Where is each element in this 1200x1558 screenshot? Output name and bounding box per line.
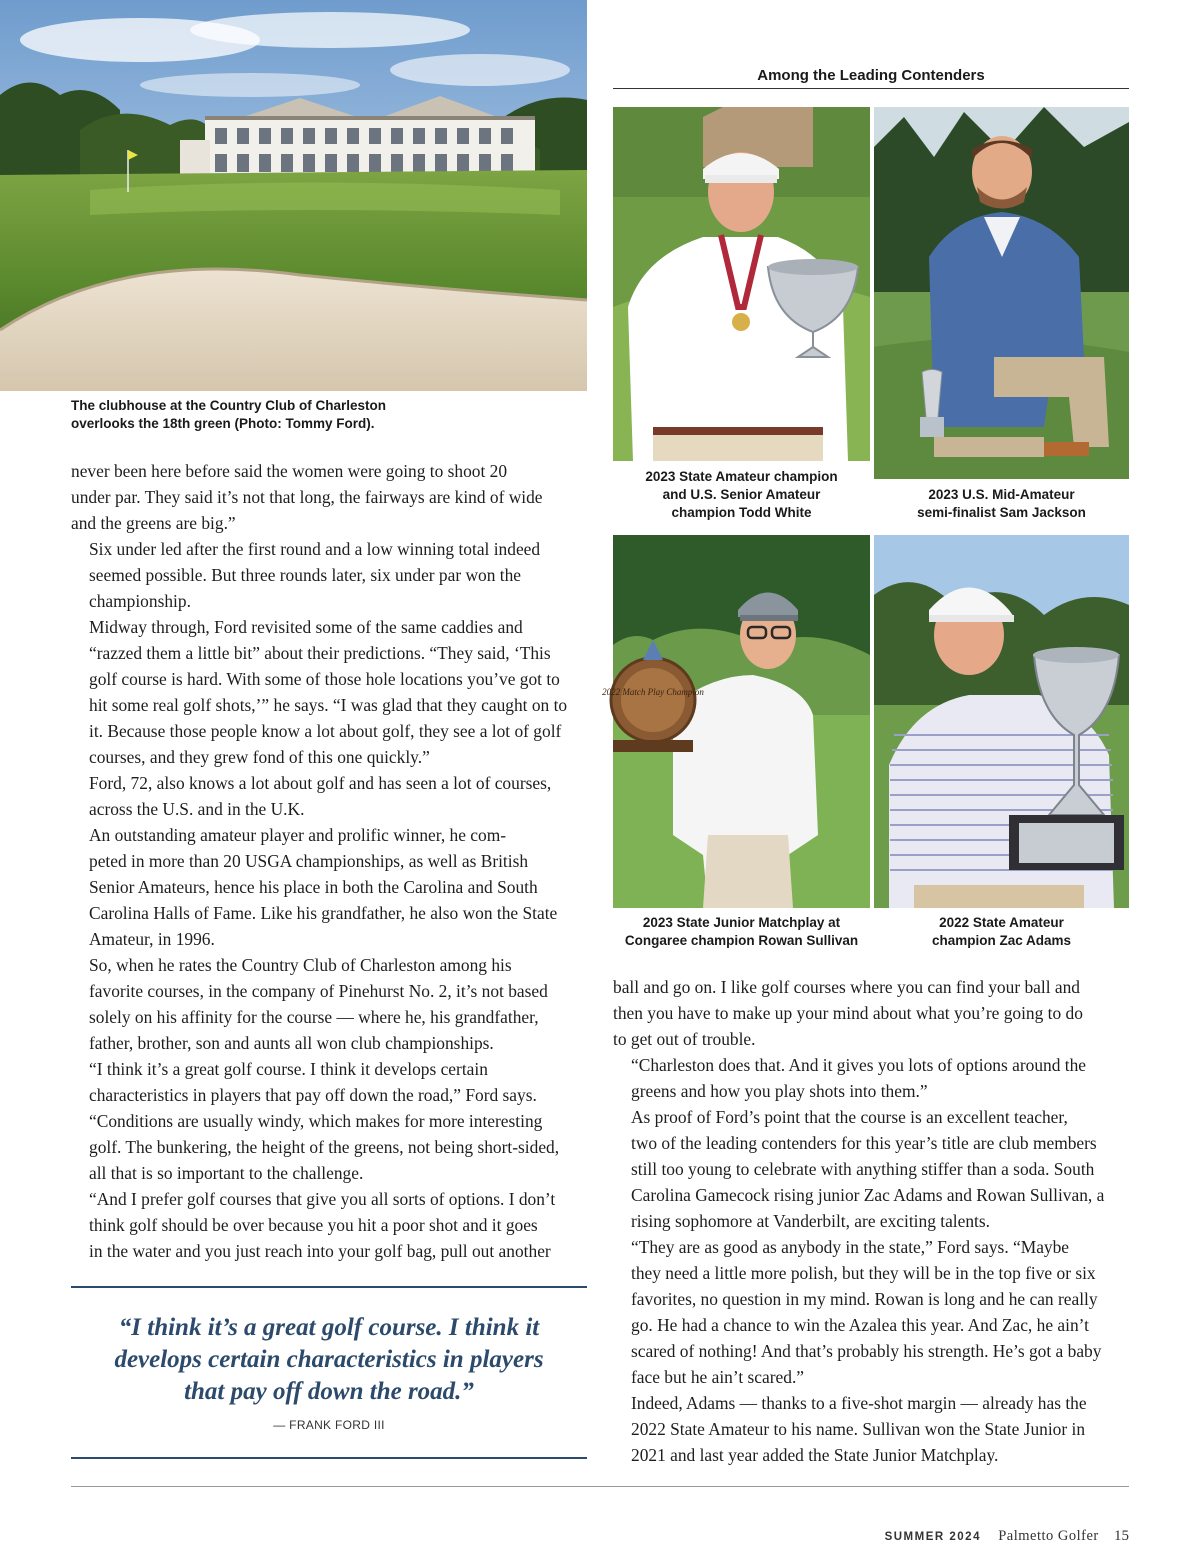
pull-quote bbox=[71, 1312, 587, 1408]
article-line: peted in more than 20 USGA championships, as well as British bbox=[89, 851, 529, 871]
article-line: golf. The bunkering, the height of the greens, not being short-sided, bbox=[89, 1137, 560, 1157]
todd-white-photo bbox=[613, 107, 870, 461]
article-line: Midway through, Ford revisited some of the same caddies and bbox=[89, 617, 523, 637]
article-paragraph bbox=[613, 1234, 1133, 1390]
article-line: rising sophomore at Vanderbilt, are exciting talents. bbox=[631, 1211, 990, 1231]
pull-quote-line: that pay off down the road.” bbox=[184, 1378, 474, 1405]
zac-adams-caption bbox=[874, 914, 1129, 950]
article-line: So, when he rates the Country Club of Charleston among his bbox=[89, 955, 512, 975]
article-line: favorite courses, in the company of Pinehurst No. 2, it’s not based bbox=[89, 981, 548, 1001]
caption-line: Congaree champion Rowan Sullivan bbox=[624, 933, 859, 948]
article-line: favorites, no question in my mind. Rowan is long and he can really bbox=[631, 1289, 1098, 1309]
footer-magazine: Palmetto Golfer bbox=[998, 1528, 1099, 1544]
article-paragraph bbox=[613, 974, 1133, 1052]
article-line: to get out of trouble. bbox=[613, 1029, 756, 1049]
article-line: “And I prefer golf courses that give you all sorts of options. I don’t bbox=[89, 1189, 556, 1209]
article-line: “Conditions are usually windy, which makes for more interesting bbox=[89, 1111, 543, 1131]
article-line: Carolina Halls of Fame. Like his grandfather, he also won the State bbox=[89, 903, 558, 923]
article-line: championship. bbox=[89, 591, 191, 611]
rowan-sullivan-caption bbox=[613, 914, 870, 950]
article-line: hit some real golf shots,’” he says. “I was glad that they caught on to bbox=[89, 695, 568, 715]
pull-quote-attribution: — FRANK FORD III bbox=[273, 1418, 385, 1432]
pull-quote-line: develops certain characteristics in players bbox=[114, 1346, 544, 1373]
caption-line: 2023 U.S. Mid-Amateur bbox=[928, 487, 1075, 502]
caption-line: The clubhouse at the Country Club of Charleston bbox=[71, 398, 387, 413]
section-title: Among the Leading Contenders bbox=[757, 67, 985, 84]
article-paragraph bbox=[71, 822, 591, 952]
article-line: in the water and you just reach into your golf bag, pull out another bbox=[89, 1241, 551, 1261]
article-line: scared of nothing! And that’s probably his strength. He’s got a baby bbox=[631, 1341, 1102, 1361]
article-line: As proof of Ford’s point that the course is an excellent teacher, bbox=[631, 1107, 1068, 1127]
article-line: they need a little more polish, but they will be in the top five or six bbox=[631, 1263, 1096, 1283]
section-title-rule bbox=[613, 88, 1129, 89]
caption-line: 2023 State Junior Matchplay at bbox=[642, 915, 841, 930]
article-line: two of the leading contenders for this year’s title are club members bbox=[631, 1133, 1097, 1153]
article-paragraph bbox=[71, 770, 591, 822]
pull-quote-bottom-rule bbox=[71, 1457, 587, 1459]
article-line: courses, and they grew fond of this one quickly.” bbox=[89, 747, 430, 767]
article-line: “Charleston does that. And it gives you lots of options around the bbox=[631, 1055, 1087, 1075]
article-line: Amateur, in 1996. bbox=[89, 929, 215, 949]
article-paragraph bbox=[613, 1104, 1133, 1234]
sam-jackson-caption bbox=[874, 486, 1129, 522]
left-column-body bbox=[71, 458, 591, 1264]
article-line: Senior Amateurs, hence his place in both the Carolina and South bbox=[89, 877, 538, 897]
zac-adams-photo bbox=[874, 535, 1129, 908]
article-line: it. Because those people know a lot about golf, they see a lot of golf bbox=[89, 721, 562, 741]
article-line: under par. They said it’s not that long, the fairways are kind of wide bbox=[71, 487, 543, 507]
article-line: characteristics in players that pay off down the road,” Ford says. bbox=[89, 1085, 537, 1105]
pull-quote-line: “I think it’s a great golf course. I think it bbox=[118, 1314, 540, 1341]
sam-jackson-photo bbox=[874, 107, 1129, 479]
article-line: Carolina Gamecock rising junior Zac Adams and Rowan Sullivan, a bbox=[631, 1185, 1105, 1205]
article-line: and the greens are big.” bbox=[71, 513, 236, 533]
article-paragraph bbox=[71, 1056, 591, 1186]
todd-white-caption bbox=[613, 468, 870, 522]
article-line: father, brother, son and aunts all won club championships. bbox=[89, 1033, 494, 1053]
article-line: Indeed, Adams — thanks to a five-shot margin — already has the bbox=[631, 1393, 1087, 1413]
article-line: think golf should be over because you hit a poor shot and it goes bbox=[89, 1215, 538, 1235]
article-line: golf course is hard. With some of those hole locations you’ve got to bbox=[89, 669, 560, 689]
caption-line: 2023 State Amateur champion bbox=[645, 469, 838, 484]
article-line: “They are as good as anybody in the state,” Ford says. “Maybe bbox=[631, 1237, 1070, 1257]
caption-line: semi-finalist Sam Jackson bbox=[917, 505, 1086, 520]
article-line: An outstanding amateur player and prolific winner, he com- bbox=[89, 825, 507, 845]
article-line: 2021 and last year added the State Junior Matchplay. bbox=[631, 1445, 999, 1465]
right-column-body bbox=[613, 974, 1133, 1468]
pull-quote-top-rule bbox=[71, 1286, 587, 1288]
article-line: never been here before said the women were going to shoot 20 bbox=[71, 461, 508, 481]
article-line: 2022 State Amateur to his name. Sullivan won the State Junior in bbox=[631, 1419, 1086, 1439]
article-line: Ford, 72, also knows a lot about golf and has seen a lot of courses, bbox=[89, 773, 552, 793]
article-line: then you have to make up your mind about what you’re going to do bbox=[613, 1003, 1083, 1023]
article-line: “razzed them a little bit” about their predictions. “They said, ‘This bbox=[89, 643, 551, 663]
article-line: still too young to celebrate with anything stiffer than a soda. South bbox=[631, 1159, 1095, 1179]
plaque-text: 2022 Match Play Champion bbox=[602, 687, 704, 697]
article-line: go. He had a chance to win the Azalea this year. And Zac, he ain’t bbox=[631, 1315, 1089, 1335]
article-line: “I think it’s a great golf course. I think it develops certain bbox=[89, 1059, 488, 1079]
article-line: Six under led after the first round and a low winning total indeed bbox=[89, 539, 541, 559]
caption-line: champion Todd White bbox=[671, 505, 812, 520]
article-paragraph bbox=[613, 1390, 1133, 1468]
clubhouse-caption bbox=[71, 397, 571, 433]
article-paragraph bbox=[71, 952, 591, 1056]
article-line: face but he ain’t scared.” bbox=[631, 1367, 805, 1387]
caption-line: 2022 State Amateur bbox=[939, 915, 1064, 930]
article-line: seemed possible. But three rounds later, six under par won the bbox=[89, 565, 522, 585]
article-line: all that is so important to the challenge. bbox=[89, 1163, 364, 1183]
page-footer bbox=[885, 1528, 1129, 1545]
article-paragraph bbox=[613, 1052, 1133, 1104]
article-paragraph bbox=[71, 1186, 591, 1264]
article-line: solely on his affinity for the course — where he, his grandfather, bbox=[89, 1007, 539, 1027]
footer-season: SUMMER 2024 bbox=[884, 1531, 981, 1543]
article-paragraph bbox=[71, 536, 591, 614]
footer-rule bbox=[71, 1486, 1129, 1487]
article-line: greens and how you play shots into them.” bbox=[631, 1081, 928, 1101]
caption-line: champion Zac Adams bbox=[931, 933, 1072, 948]
rowan-sullivan-photo bbox=[602, 535, 870, 908]
article-paragraph bbox=[71, 458, 591, 536]
article-line: across the U.S. and in the U.K. bbox=[89, 799, 305, 819]
clubhouse-photo bbox=[0, 0, 587, 391]
caption-line: and U.S. Senior Amateur bbox=[662, 487, 821, 502]
article-line: ball and go on. I like golf courses where you can find your ball and bbox=[613, 977, 1080, 997]
caption-line: overlooks the 18th green (Photo: Tommy Ford). bbox=[71, 416, 375, 431]
article-paragraph bbox=[71, 614, 591, 770]
page-number: 15 bbox=[1114, 1528, 1129, 1544]
